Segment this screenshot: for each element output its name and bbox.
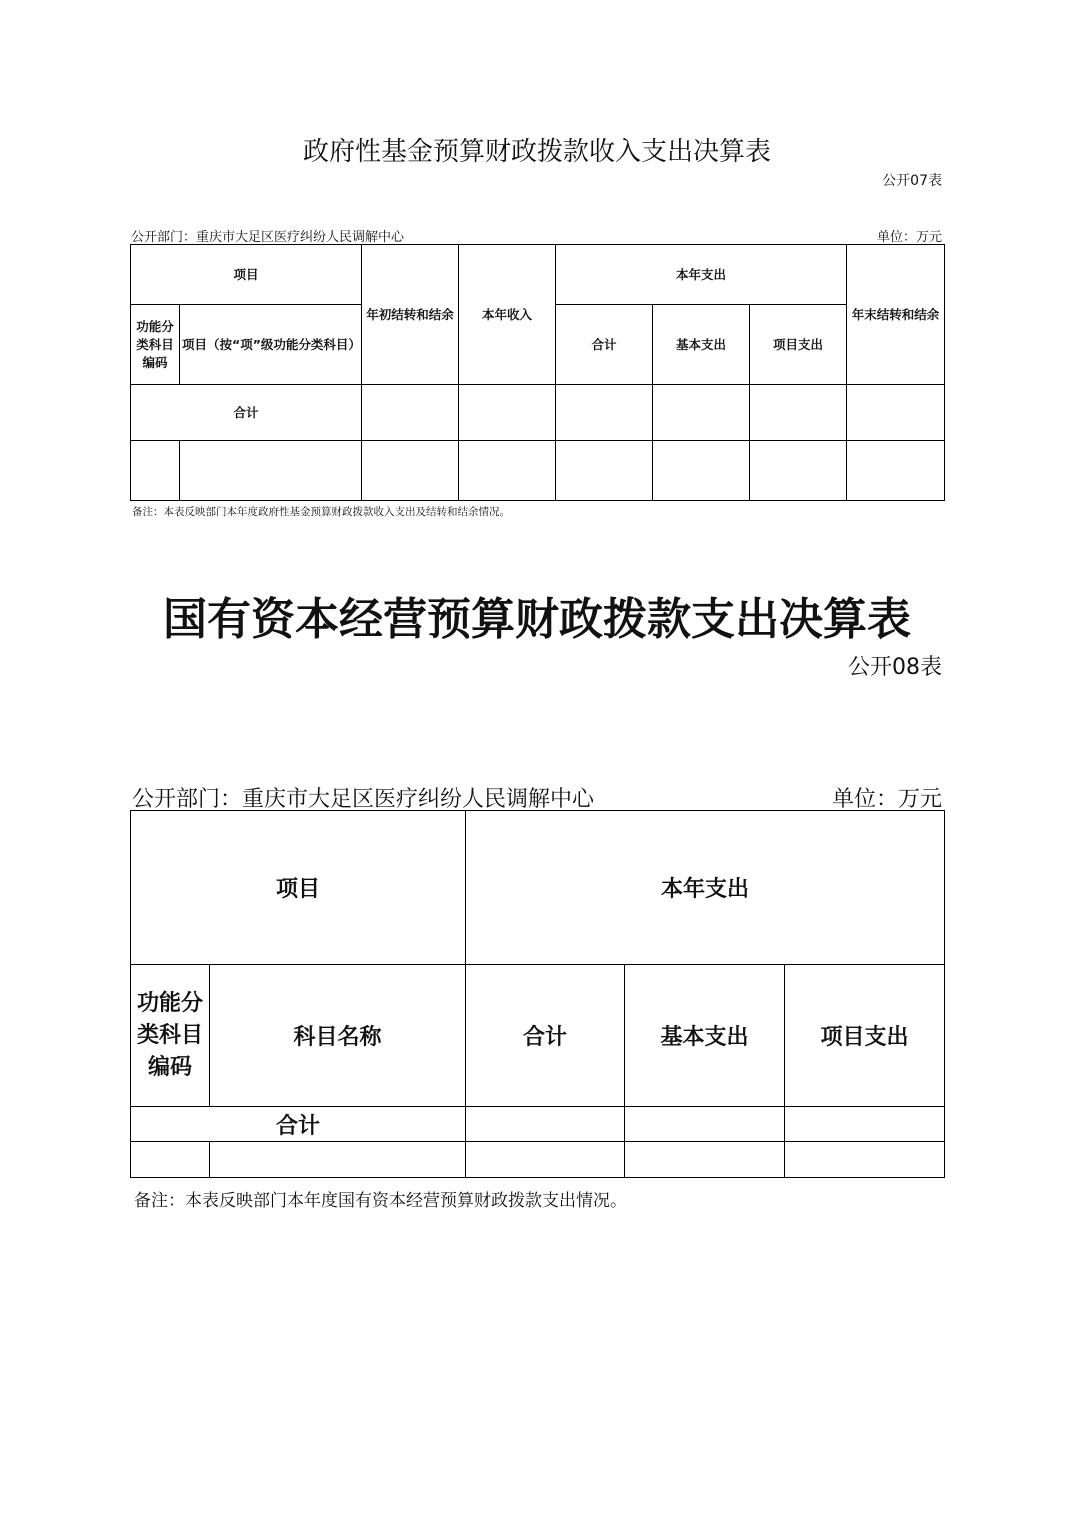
table08-unit: 单位：万元 — [831, 787, 942, 812]
cell — [847, 441, 945, 501]
header-func-code: 功能分类科目编码 — [131, 305, 180, 385]
table08 — [130, 810, 945, 1178]
header-total: 合计 — [556, 305, 653, 385]
total-row-label: 合计 — [131, 385, 362, 441]
table07-note: 备注：本表反映部门本年度政府性基金预算财政拨款收入支出及结转和结余情况。 — [132, 506, 510, 518]
cell — [362, 385, 459, 441]
cell — [466, 1142, 625, 1178]
cell — [556, 385, 653, 441]
table07-title: 政府性基金预算财政拨款收入支出决算表 — [302, 137, 771, 167]
cell — [362, 441, 459, 501]
header-basic: 基本支出 — [625, 965, 785, 1107]
cell — [459, 441, 556, 501]
cell — [750, 441, 847, 501]
cell — [847, 385, 945, 441]
header-item: 项目 — [131, 245, 362, 305]
header-basic: 基本支出 — [653, 305, 750, 385]
header-expenditure: 本年支出 — [556, 245, 847, 305]
table07 — [130, 244, 945, 501]
header-project: 项目支出 — [750, 305, 847, 385]
table07-code: 公开07表 — [882, 173, 942, 189]
table08-title: 国有资本经营预算财政拨款支出决算表 — [163, 594, 911, 645]
cell — [131, 1142, 210, 1178]
cell — [750, 385, 847, 441]
cell — [556, 441, 653, 501]
cell — [625, 1107, 785, 1142]
table07-unit: 单位：万元 — [876, 230, 942, 245]
cell — [653, 441, 750, 501]
header-subject-name: 科目名称 — [210, 965, 466, 1107]
table08-dept: 公开部门：重庆市大足区医疗纠纷人民调解中心 — [132, 787, 595, 812]
cell — [625, 1142, 785, 1178]
table07-dept: 公开部门：重庆市大足区医疗纠纷人民调解中心 — [131, 230, 405, 245]
header-func-code: 功能分类科目编码 — [131, 965, 210, 1107]
cell — [785, 1107, 945, 1142]
header-opening-balance: 年初结转和结余 — [362, 245, 459, 385]
total-row-label: 合计 — [131, 1107, 466, 1142]
header-project: 项目支出 — [785, 965, 945, 1107]
header-item: 项目 — [131, 811, 466, 965]
cell — [180, 441, 362, 501]
header-expenditure: 本年支出 — [466, 811, 945, 965]
cell — [459, 385, 556, 441]
table08-note: 备注：本表反映部门本年度国有资本经营预算财政拨款支出情况。 — [134, 1191, 627, 1211]
table08-code: 公开08表 — [848, 655, 942, 680]
header-item-desc: 项目（按“项”级功能分类科目） — [180, 305, 362, 385]
header-closing-balance: 年末结转和结余 — [847, 245, 945, 385]
cell — [210, 1142, 466, 1178]
cell — [785, 1142, 945, 1178]
cell — [653, 385, 750, 441]
cell — [466, 1107, 625, 1142]
header-total: 合计 — [466, 965, 625, 1107]
cell — [131, 441, 180, 501]
header-income: 本年收入 — [459, 245, 556, 385]
